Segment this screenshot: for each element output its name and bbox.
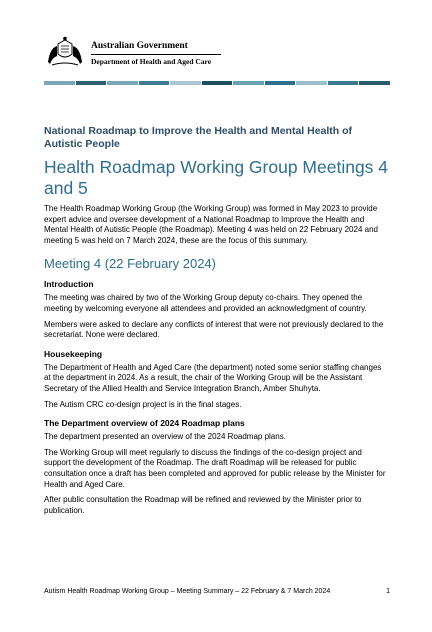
color-band-segment: [76, 81, 107, 85]
page-number: 1: [386, 588, 390, 595]
housekeeping-paragraph-1: The Department of Health and Aged Care (the department) noted some senior staffing changes at the department in 2024. As a result, the chair of the Working Group will be the Assistant Secretary of the Allied Health and Service Integration Branch, Amber Shuhyta.: [44, 362, 382, 393]
color-band-segment: [107, 81, 138, 85]
color-band-segment: [265, 81, 296, 85]
color-band-segment: [202, 81, 233, 85]
meeting4-heading: Meeting 4 (22 February 2024): [44, 256, 216, 272]
intro-paragraph: The Health Roadmap Working Group (the Working Group) was formed in May 2023 to provide expert advice and oversee development of a National Roadmap to Improve the Health and Mental Health of Autistic People (the Roadmap). Meeting 4 was held on 22 February 2024 and meeting 5 was held on 7 March 2024, these are the focus of this summary.: [44, 204, 378, 245]
letterhead: [44, 36, 390, 92]
overview-paragraph-1: The department presented an overview of the 2024 Roadmap plans.: [44, 432, 286, 442]
government-name: Australian Government: [91, 41, 188, 51]
color-band-segment: [233, 81, 264, 85]
introduction-heading: Introduction: [44, 279, 94, 290]
color-band-segment: [170, 81, 201, 85]
document-body: [44, 125, 390, 521]
introduction-paragraph-1: The meeting was chaired by two of the Working Group deputy co-chairs. They opened the meeting by welcoming everyone all attendees and provided an acknowledgment of country.: [44, 293, 367, 313]
color-band-segment: [328, 81, 359, 85]
header-rule: [91, 54, 221, 55]
color-band-segment: [359, 81, 390, 85]
housekeeping-paragraph-2: The Autism CRC co-design project is in the final stages.: [44, 399, 242, 409]
department-name: Department of Health and Aged Care: [91, 57, 212, 66]
color-band-segment: [139, 81, 170, 85]
coat-of-arms-icon: [44, 36, 86, 68]
introduction-paragraph-2: Members were asked to declare any conflicts of interest that were not previously declared to the secretariat. None were declared.: [44, 319, 384, 340]
color-band-segment: [44, 81, 75, 85]
housekeeping-heading: Housekeeping: [44, 348, 103, 359]
color-band-segment: [296, 81, 327, 85]
footer-text: Autism Health Roadmap Working Group – Meeting Summary – 22 February & 7 March 2024: [44, 588, 331, 595]
overview-paragraph-3: After public consultation the Roadmap will be refined and reviewed by the Minister prior to publication.: [44, 495, 362, 515]
document-subtitle: National Roadmap to Improve the Health and Mental Health of Autistic People: [44, 125, 353, 150]
color-band: [44, 81, 390, 85]
overview-paragraph-2: The Working Group will meet regularly to discuss the findings of the co-design project and support the development of the Roadmap. The draft Roadmap will be released for public consultation once a draft has been completed and approved for public release by the Minister for Health and Aged Care.: [44, 447, 386, 489]
document-title: Health Roadmap Working Group Meetings 4 and 5: [44, 157, 389, 198]
overview-heading: The Department overview of 2024 Roadmap plans: [44, 418, 245, 429]
